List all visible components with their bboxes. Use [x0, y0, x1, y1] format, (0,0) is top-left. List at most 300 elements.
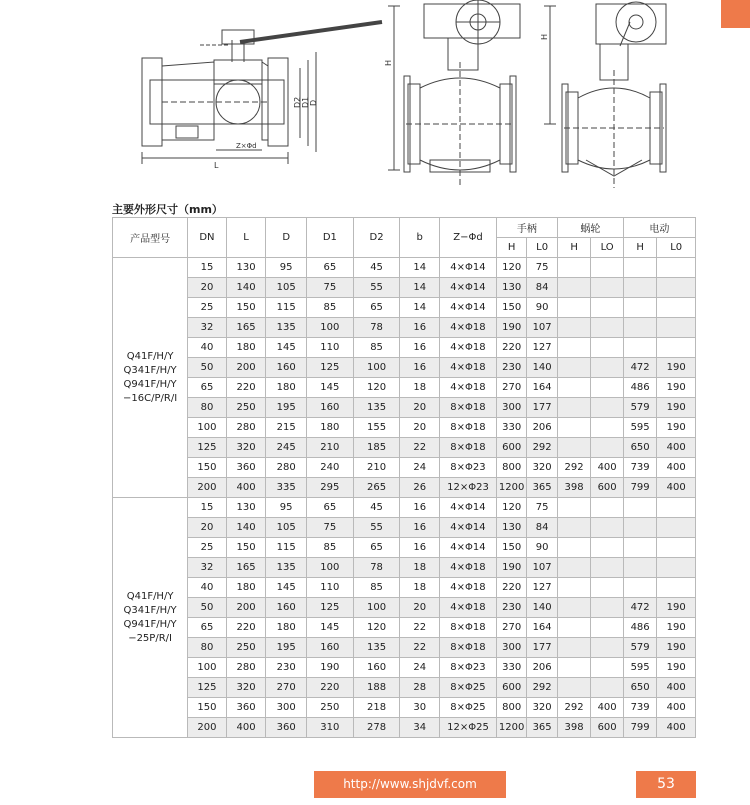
model-line: Q341F/H/Y [123, 604, 177, 616]
table-cell: 32 [188, 558, 227, 578]
table-cell: 4×Φ14 [440, 298, 497, 318]
table-cell [557, 398, 591, 418]
table-cell: 20 [400, 418, 440, 438]
table-cell: 160 [266, 598, 307, 618]
table-cell: 140 [527, 598, 557, 618]
table-row [113, 338, 696, 358]
table-cell [623, 318, 657, 338]
table-cell: 34 [400, 718, 440, 738]
table-cell: 145 [306, 618, 353, 638]
table-cell [591, 638, 624, 658]
table-cell: 400 [657, 678, 696, 698]
table-row [113, 278, 696, 298]
table-cell [591, 358, 624, 378]
table-row [113, 518, 696, 538]
table-cell: 107 [527, 318, 557, 338]
table-cell: 100 [306, 318, 353, 338]
table-cell [557, 358, 591, 378]
table-cell: 579 [623, 638, 657, 658]
table-cell [591, 538, 624, 558]
table-cell: 95 [266, 498, 307, 518]
table-cell: 130 [226, 258, 266, 278]
table-cell: 65 [353, 298, 400, 318]
drawing-label-bolt: Z×Φd [236, 142, 257, 150]
table-cell: 145 [306, 378, 353, 398]
table-cell [623, 538, 657, 558]
table-cell: 180 [266, 618, 307, 638]
table-cell: 190 [496, 318, 526, 338]
table-cell: 292 [527, 678, 557, 698]
table-cell: 206 [527, 418, 557, 438]
table-cell: 65 [306, 258, 353, 278]
table-cell: 150 [226, 538, 266, 558]
table-row [113, 678, 696, 698]
table-cell: 200 [188, 718, 227, 738]
table-cell: 15 [188, 498, 227, 518]
table-cell [657, 558, 696, 578]
table-cell [591, 378, 624, 398]
table-cell: 195 [266, 398, 307, 418]
table-cell: 300 [496, 398, 526, 418]
table-cell: 270 [496, 378, 526, 398]
table-row [113, 438, 696, 458]
table-row [113, 638, 696, 658]
table-cell: 600 [496, 438, 526, 458]
table-cell: 799 [623, 478, 657, 498]
table-cell: 180 [226, 578, 266, 598]
table-cell: 800 [496, 698, 526, 718]
table-cell: 292 [557, 698, 591, 718]
table-cell: 200 [226, 358, 266, 378]
table-cell: 300 [496, 638, 526, 658]
table-cell [557, 618, 591, 638]
table-row [113, 378, 696, 398]
table-cell: 28 [400, 678, 440, 698]
table-cell: 400 [657, 698, 696, 718]
table-cell: 320 [527, 698, 557, 718]
table-cell: 140 [226, 278, 266, 298]
gear-valve-drawing [388, 0, 520, 186]
table-cell [591, 678, 624, 698]
table-cell: 18 [400, 578, 440, 598]
table-cell [657, 518, 696, 538]
table-cell [557, 518, 591, 538]
table-cell [557, 258, 591, 278]
table-cell: 55 [353, 518, 400, 538]
table-cell [591, 418, 624, 438]
table-cell: 180 [226, 338, 266, 358]
table-cell: 177 [527, 638, 557, 658]
table-cell: 360 [266, 718, 307, 738]
table-cell: 4×Φ14 [440, 538, 497, 558]
table-cell [657, 538, 696, 558]
table-cell: 190 [657, 418, 696, 438]
table-cell: 190 [657, 658, 696, 678]
table-cell: 14 [400, 278, 440, 298]
table-cell: 8×Φ18 [440, 618, 497, 638]
table-cell: 150 [226, 298, 266, 318]
table-cell: 105 [266, 278, 307, 298]
table-cell: 206 [527, 658, 557, 678]
table-cell [591, 578, 624, 598]
table-cell: 4×Φ18 [440, 598, 497, 618]
table-cell [657, 498, 696, 518]
table-cell [623, 498, 657, 518]
table-cell: 40 [188, 338, 227, 358]
table-cell: 105 [266, 518, 307, 538]
table-cell: 135 [353, 638, 400, 658]
table-cell: 472 [623, 598, 657, 618]
table-cell: 55 [353, 278, 400, 298]
model-cell [113, 498, 188, 738]
table-cell [591, 558, 624, 578]
header-handle: 手柄 [496, 218, 557, 238]
table-cell: 472 [623, 358, 657, 378]
table-cell: 65 [306, 498, 353, 518]
table-cell: 365 [527, 718, 557, 738]
table-cell: 85 [353, 338, 400, 358]
table-cell: 1200 [496, 718, 526, 738]
table-cell: 125 [306, 598, 353, 618]
table-cell [591, 398, 624, 418]
table-cell: 115 [266, 298, 307, 318]
table-cell: 300 [266, 698, 307, 718]
table-cell: 100 [188, 418, 227, 438]
table-cell: 16 [400, 358, 440, 378]
table-cell: 270 [496, 618, 526, 638]
table-cell: 155 [353, 418, 400, 438]
table-cell [557, 578, 591, 598]
table-cell: 160 [306, 638, 353, 658]
table-cell: 188 [353, 678, 400, 698]
table-cell: 50 [188, 358, 227, 378]
table-cell: 280 [226, 658, 266, 678]
table-row [113, 558, 696, 578]
table-cell: 100 [353, 598, 400, 618]
table-cell: 280 [266, 458, 307, 478]
table-row [113, 398, 696, 418]
table-cell: 100 [188, 658, 227, 678]
table-cell: 185 [353, 438, 400, 458]
table-cell: 320 [226, 438, 266, 458]
table-cell: 190 [657, 398, 696, 418]
table-cell: 1200 [496, 478, 526, 498]
table-cell [557, 378, 591, 398]
table-cell: 125 [306, 358, 353, 378]
manual-valve-drawing [142, 22, 382, 164]
table-cell: 595 [623, 418, 657, 438]
table-cell [557, 558, 591, 578]
dimension-table [112, 217, 696, 738]
table-cell: 218 [353, 698, 400, 718]
table-cell: 120 [496, 258, 526, 278]
table-cell: 25 [188, 538, 227, 558]
table-cell: 30 [400, 698, 440, 718]
table-cell: 160 [266, 358, 307, 378]
table-cell: 250 [226, 638, 266, 658]
table-cell: 486 [623, 378, 657, 398]
table-cell: 220 [306, 678, 353, 698]
table-cell [591, 338, 624, 358]
table-cell: 90 [527, 538, 557, 558]
table-cell: 398 [557, 718, 591, 738]
table-cell: 85 [353, 578, 400, 598]
table-cell: 190 [657, 358, 696, 378]
table-cell: 8×Φ18 [440, 418, 497, 438]
table-cell: 310 [306, 718, 353, 738]
table-cell: 190 [496, 558, 526, 578]
section-title: 主要外形尺寸（mm） [112, 203, 223, 216]
model-line: Q341F/H/Y [123, 364, 177, 376]
table-cell: 16 [400, 318, 440, 338]
page-number: 53 [636, 771, 696, 798]
table-cell: 16 [400, 518, 440, 538]
table-cell: 75 [527, 258, 557, 278]
header-model: 产品型号 [113, 218, 188, 258]
table-cell: 25 [188, 298, 227, 318]
table-cell: 12×Φ23 [440, 478, 497, 498]
table-cell [557, 638, 591, 658]
header-dn: DN [188, 218, 227, 258]
table-cell: 90 [527, 298, 557, 318]
table-cell: 220 [496, 578, 526, 598]
table-cell: 650 [623, 438, 657, 458]
table-cell: 400 [657, 458, 696, 478]
table-cell: 320 [226, 678, 266, 698]
table-cell [591, 438, 624, 458]
table-cell: 400 [591, 458, 624, 478]
table-cell: 4×Φ18 [440, 358, 497, 378]
footer-url[interactable]: http://www.shjdvf.com [314, 771, 506, 798]
header-handle-h: H [496, 238, 526, 258]
table-cell [657, 298, 696, 318]
table-cell [623, 278, 657, 298]
table-cell: 40 [188, 578, 227, 598]
table-cell: 127 [527, 578, 557, 598]
table-cell: 4×Φ18 [440, 558, 497, 578]
table-cell: 250 [226, 398, 266, 418]
table-cell: 120 [353, 378, 400, 398]
table-cell: 8×Φ23 [440, 458, 497, 478]
table-cell: 265 [353, 478, 400, 498]
table-cell [557, 318, 591, 338]
header-electric: 电动 [623, 218, 695, 238]
table-cell: 65 [188, 378, 227, 398]
table-cell [591, 518, 624, 538]
table-cell: 190 [657, 378, 696, 398]
table-cell: 150 [188, 458, 227, 478]
table-cell: 8×Φ18 [440, 398, 497, 418]
table-cell: 130 [496, 278, 526, 298]
table-cell: 20 [188, 518, 227, 538]
model-cell [113, 258, 188, 498]
table-cell: 4×Φ18 [440, 318, 497, 338]
table-cell: 250 [306, 698, 353, 718]
header-d1: D1 [306, 218, 353, 258]
table-cell: 22 [400, 438, 440, 458]
table-cell: 125 [188, 438, 227, 458]
table-cell: 20 [188, 278, 227, 298]
table-cell: 245 [266, 438, 307, 458]
header-bolts: Z−Φd [440, 218, 497, 258]
table-cell [591, 298, 624, 318]
table-cell: 180 [306, 418, 353, 438]
table-cell [557, 678, 591, 698]
table-cell: 130 [496, 518, 526, 538]
table-cell [557, 538, 591, 558]
table-cell [657, 578, 696, 598]
table-cell: 4×Φ14 [440, 518, 497, 538]
table-cell: 145 [266, 338, 307, 358]
table-cell: 65 [353, 538, 400, 558]
table-cell [557, 338, 591, 358]
table-cell: 200 [188, 478, 227, 498]
table-cell: 24 [400, 658, 440, 678]
table-cell: 739 [623, 458, 657, 478]
table-cell [623, 558, 657, 578]
table-cell: 400 [657, 718, 696, 738]
table-cell: 330 [496, 418, 526, 438]
table-cell: 45 [353, 258, 400, 278]
model-line: Q941F/H/Y [123, 378, 177, 390]
table-cell [591, 658, 624, 678]
table-cell: 127 [527, 338, 557, 358]
table-row [113, 418, 696, 438]
table-cell: 84 [527, 518, 557, 538]
table-cell: 107 [527, 558, 557, 578]
table-cell: 190 [657, 618, 696, 638]
table-cell: 292 [557, 458, 591, 478]
table-cell: 280 [226, 418, 266, 438]
header-l: L [226, 218, 266, 258]
table-cell: 16 [400, 538, 440, 558]
table-cell: 22 [400, 618, 440, 638]
header-gear-h: H [557, 238, 591, 258]
table-cell [623, 258, 657, 278]
table-cell [557, 418, 591, 438]
table-cell: 150 [496, 298, 526, 318]
table-cell: 8×Φ23 [440, 658, 497, 678]
table-cell: 50 [188, 598, 227, 618]
header-b: b [400, 218, 440, 258]
table-row [113, 618, 696, 638]
table-cell: 150 [496, 538, 526, 558]
table-cell: 85 [306, 298, 353, 318]
table-cell: 320 [527, 458, 557, 478]
table-cell: 278 [353, 718, 400, 738]
table-cell: 12×Φ25 [440, 718, 497, 738]
table-cell: 100 [306, 558, 353, 578]
table-cell: 18 [400, 558, 440, 578]
drawing-label-d2: D2 [293, 96, 302, 108]
table-cell: 4×Φ18 [440, 378, 497, 398]
model-line: Q941F/H/Y [123, 618, 177, 630]
table-cell: 799 [623, 718, 657, 738]
table-cell: 78 [353, 558, 400, 578]
header-worm-gear: 蜗轮 [557, 218, 623, 238]
drawing-label-h: H [384, 59, 393, 66]
table-cell: 130 [226, 498, 266, 518]
table-cell [591, 258, 624, 278]
table-cell: 210 [353, 458, 400, 478]
table-cell: 135 [266, 318, 307, 338]
table-cell: 295 [306, 478, 353, 498]
table-cell: 400 [226, 478, 266, 498]
table-cell [657, 278, 696, 298]
table-cell: 230 [496, 358, 526, 378]
table-cell: 215 [266, 418, 307, 438]
table-cell: 165 [226, 558, 266, 578]
table-cell: 8×Φ18 [440, 438, 497, 458]
table-cell: 15 [188, 258, 227, 278]
table-cell: 600 [591, 478, 624, 498]
table-cell: 4×Φ18 [440, 578, 497, 598]
table-cell: 110 [306, 578, 353, 598]
table-cell: 16 [400, 338, 440, 358]
table-cell: 140 [527, 358, 557, 378]
model-line: −25P/R/I [128, 632, 172, 644]
table-row [113, 498, 696, 518]
table-cell: 100 [353, 358, 400, 378]
table-row [113, 358, 696, 378]
table-cell: 220 [496, 338, 526, 358]
header-gear-lo: LO [591, 238, 624, 258]
table-cell: 135 [266, 558, 307, 578]
table-cell [657, 338, 696, 358]
table-cell: 115 [266, 538, 307, 558]
table-cell: 78 [353, 318, 400, 338]
table-cell: 220 [226, 618, 266, 638]
table-cell: 164 [527, 618, 557, 638]
valve-drawings [0, 0, 750, 195]
table-cell: 4×Φ14 [440, 278, 497, 298]
table-cell: 595 [623, 658, 657, 678]
table-cell: 135 [353, 398, 400, 418]
table-cell [557, 598, 591, 618]
drawing-label-d: D [309, 99, 318, 106]
table-cell: 22 [400, 638, 440, 658]
header-handle-l0: L0 [527, 238, 557, 258]
table-cell: 800 [496, 458, 526, 478]
table-cell: 4×Φ14 [440, 498, 497, 518]
table-cell [623, 338, 657, 358]
table-cell: 579 [623, 398, 657, 418]
table-cell: 600 [496, 678, 526, 698]
table-cell: 20 [400, 398, 440, 418]
table-cell: 365 [527, 478, 557, 498]
table-cell: 24 [400, 458, 440, 478]
table-cell: 80 [188, 398, 227, 418]
table-row [113, 478, 696, 498]
model-line: Q41F/H/Y [126, 590, 174, 602]
table-cell [557, 438, 591, 458]
table-cell: 125 [188, 678, 227, 698]
table-cell [557, 658, 591, 678]
table-cell: 220 [226, 378, 266, 398]
drawing-label-d1: D1 [301, 96, 310, 108]
table-cell: 160 [306, 398, 353, 418]
table-row [113, 258, 696, 278]
table-cell: 150 [188, 698, 227, 718]
table-cell: 400 [226, 718, 266, 738]
table-cell: 190 [306, 658, 353, 678]
table-cell: 8×Φ25 [440, 678, 497, 698]
header-electric-h: H [623, 238, 657, 258]
table-cell: 140 [226, 518, 266, 538]
table-cell: 120 [353, 618, 400, 638]
table-cell: 4×Φ14 [440, 258, 497, 278]
header-d2: D2 [353, 218, 400, 258]
